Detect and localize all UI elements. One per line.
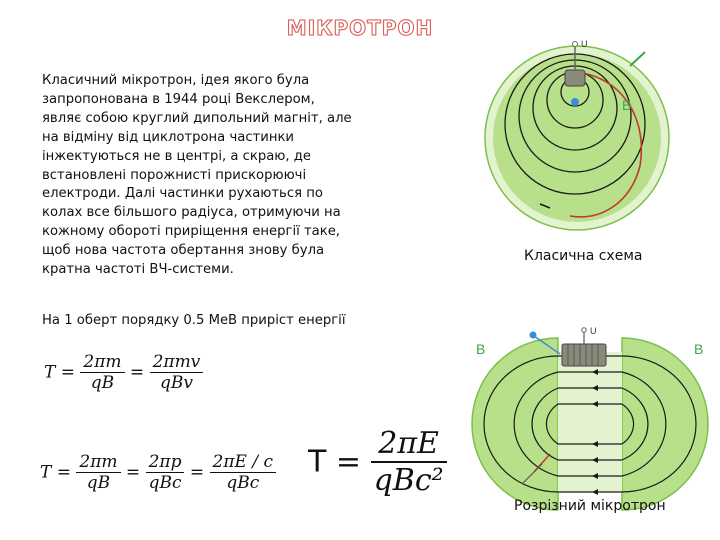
formula-equals: = [189, 462, 205, 483]
paragraph-line: запропонована в 1944 році Векслером, [42, 91, 315, 107]
period-formula-energy [308, 426, 447, 498]
paragraph-line: кратна частоті ВЧ-системи. [42, 262, 234, 278]
formula-equals: = [56, 462, 71, 483]
formula-fraction [371, 426, 447, 498]
formula-equals: = [125, 462, 141, 483]
page-title: МІКРОТРОН [286, 16, 434, 40]
paragraph-line: Класичний мікротрон, ідея якого була [42, 73, 310, 88]
fraction-denominator: qB [86, 473, 111, 493]
classic-scheme-caption: Класична схема [524, 248, 643, 264]
description-paragraph [42, 72, 382, 280]
paragraph-line: електроди. Далі частинки рухаються по [42, 186, 323, 202]
fraction-denominator: qBv [159, 373, 193, 393]
fraction-denominator: qBc [226, 473, 260, 493]
formula-lhs: T [44, 362, 56, 383]
split-microtron-caption: Розрізний мікротрон [514, 498, 666, 514]
energy-gain-line: На 1 оберт порядку 0.5 МеВ приріст енергії [42, 313, 346, 328]
classic-microtron-diagram [480, 36, 690, 246]
formula-equals: = [60, 362, 75, 383]
paragraph-line: кожному обороті приріщення енергії таке, [42, 224, 341, 240]
fraction-denominator: qBc [148, 473, 182, 493]
formula-fraction [210, 452, 276, 493]
formula-lhs: T [308, 444, 327, 480]
fraction-numerator: 2πm [80, 352, 124, 373]
formula-fraction [76, 452, 120, 493]
split-voltage-label: U [590, 326, 597, 336]
paragraph-line: являє собою круглий дипольний магніт, але [42, 110, 352, 126]
paragraph-line: інжектуються не в центрі, а скраю, де [42, 148, 312, 164]
formula-fraction [150, 352, 204, 393]
fraction-numerator: 2πm [76, 452, 120, 473]
voltage-label: U [581, 39, 588, 49]
paragraph-line: колах все більшого радіуса, отримуючи на [42, 205, 341, 221]
paragraph-line: щоб нова частота обертання знову була [42, 243, 325, 259]
right-field-label: B [694, 341, 704, 357]
left-field-label: B [476, 341, 486, 357]
period-formula-2 [40, 452, 276, 493]
paragraph-line: на відміну від циклотрона частинки [42, 129, 294, 145]
paragraph-line: встановлені порожнисті прискорюючі [42, 167, 307, 183]
fraction-numerator: 2πE [371, 426, 447, 463]
fraction-denominator: qB [90, 373, 115, 393]
magnetic-field-label: B [622, 97, 632, 113]
period-formula-1 [44, 352, 203, 393]
fraction-numerator: 2πmv [150, 352, 204, 373]
formula-fraction [146, 452, 185, 493]
formula-equals: = [335, 444, 362, 480]
split-microtron-diagram [462, 324, 720, 516]
formula-fraction [80, 352, 124, 393]
formula-lhs: T [40, 462, 52, 483]
fraction-numerator: 2πE / c [210, 452, 276, 473]
fraction-denominator: qBc² [373, 463, 444, 498]
formula-equals: = [129, 362, 145, 383]
fraction-numerator: 2πp [146, 452, 185, 473]
